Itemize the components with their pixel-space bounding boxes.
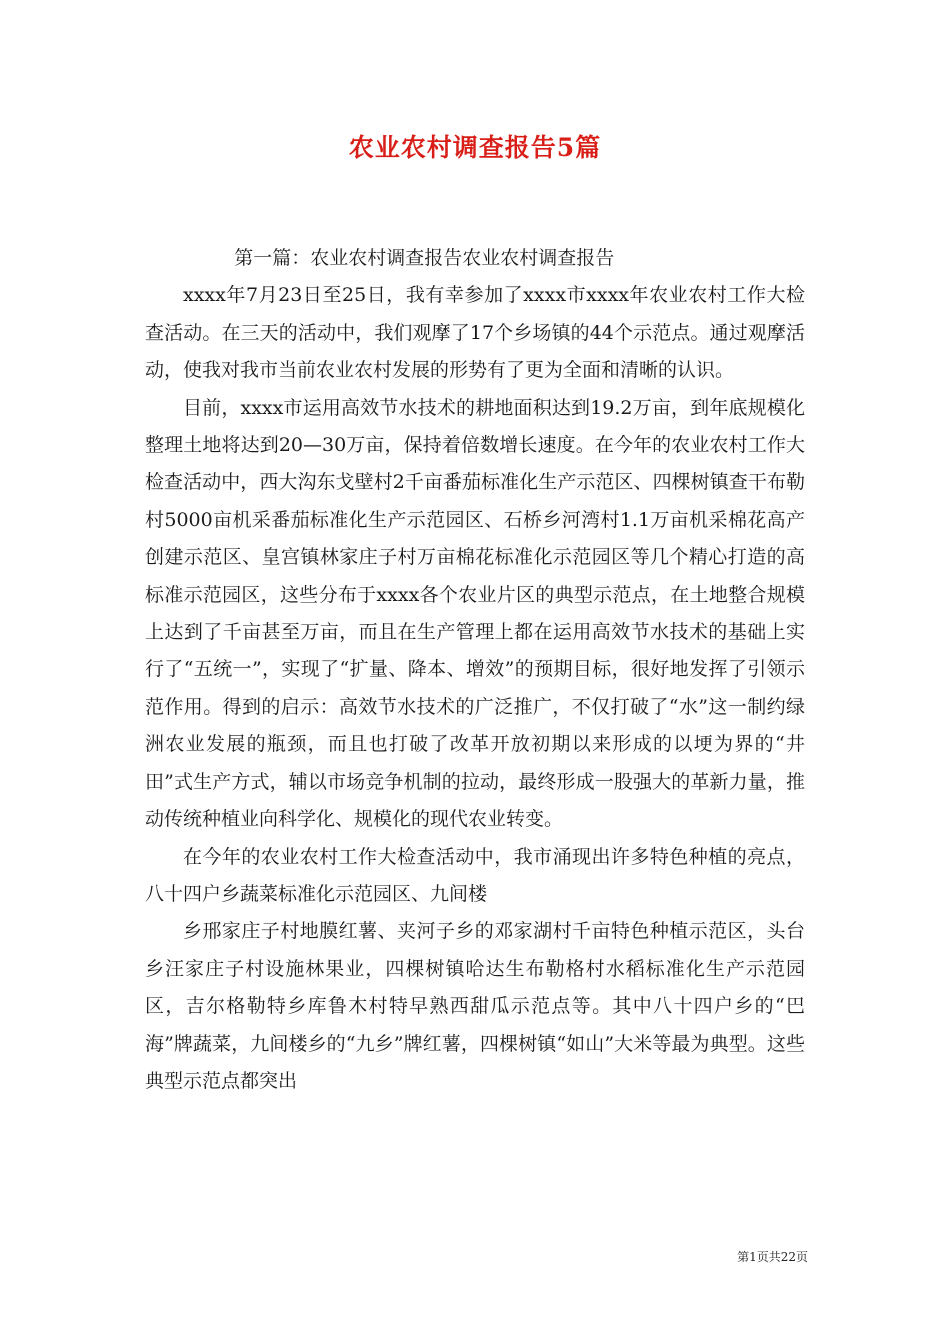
- paragraph: 目前，xxxx市运用高效节水技术的耕地面积达到19.2万亩，到年底规模化整理土地将达到20—30万亩，保持着倍数增长速度。在今年的农业农村工作大检查活动中，西大沟东戈壁村2千亩番茄标准化生产示范区、四棵树镇查干布勒村5000亩机采番茄标准化生产示范园区、石桥乡河湾村1.1万亩机采棉花高产创建示范区、皇宫镇林家庄子村万亩棉花标准化示范园区等几个精心打造的高标准示范园区，这些分布于xxxx各个农业片区的典型示范点，在土地整合规模上达到了千亩甚至万亩，而且在生产管理上都在运用高效节水技术的基础上实行了“五统一”，实现了“扩量、降本、增效”的预期目标，很好地发挥了引领示范作用。得到的启示：高效节水技术的广泛推广，不仅打破了“水”这一制约绿洲农业发展的瓶颈，而且也打破了改革开放初期以来形成的以埂为界的“井田”式生产方式，辅以市场竞争机制的拉动，最终形成一股强大的革新力量，推动传统种植业向科学化、规模化的现代农业转变。: [145, 396, 805, 831]
- document-title: 农业农村调查报告5篇: [348, 133, 602, 162]
- paragraph: xxxx年7月23日至25日，我有幸参加了xxxx市xxxx年农业农村工作大检查活动。在三天的活动中，我们观摩了17个乡场镇的44个示范点。通过观摩活动，使我对我市当前农业农村发展的形势有了更为全面和清晰的认识。: [145, 284, 805, 382]
- paragraph: 在今年的农业农村工作大检查活动中，我市涌现出许多特色种植的亮点，八十四户乡蔬菜标准化示范园区、九间楼: [145, 845, 805, 905]
- paragraph: 乡邢家庄子村地膜红薯、夹河子乡的邓家湖村千亩特色种植示范区，头台乡汪家庄子村设施林果业，四棵树镇哈达生布勒格村水稻标准化生产示范园区，吉尔格勒特乡库鲁木村特早熟西甜瓜示范点等。其中八十四户乡的“巴海”牌蔬菜，九间楼乡的“九乡”牌红薯，四棵树镇“如山”大米等最为典型。这些典型示范点都突出: [145, 920, 805, 1092]
- page-number-footer: 第1页共22页: [737, 1250, 808, 1264]
- document-body: [145, 240, 805, 1100]
- section-heading: 第一篇：农业农村调查报告农业农村调查报告: [234, 247, 615, 269]
